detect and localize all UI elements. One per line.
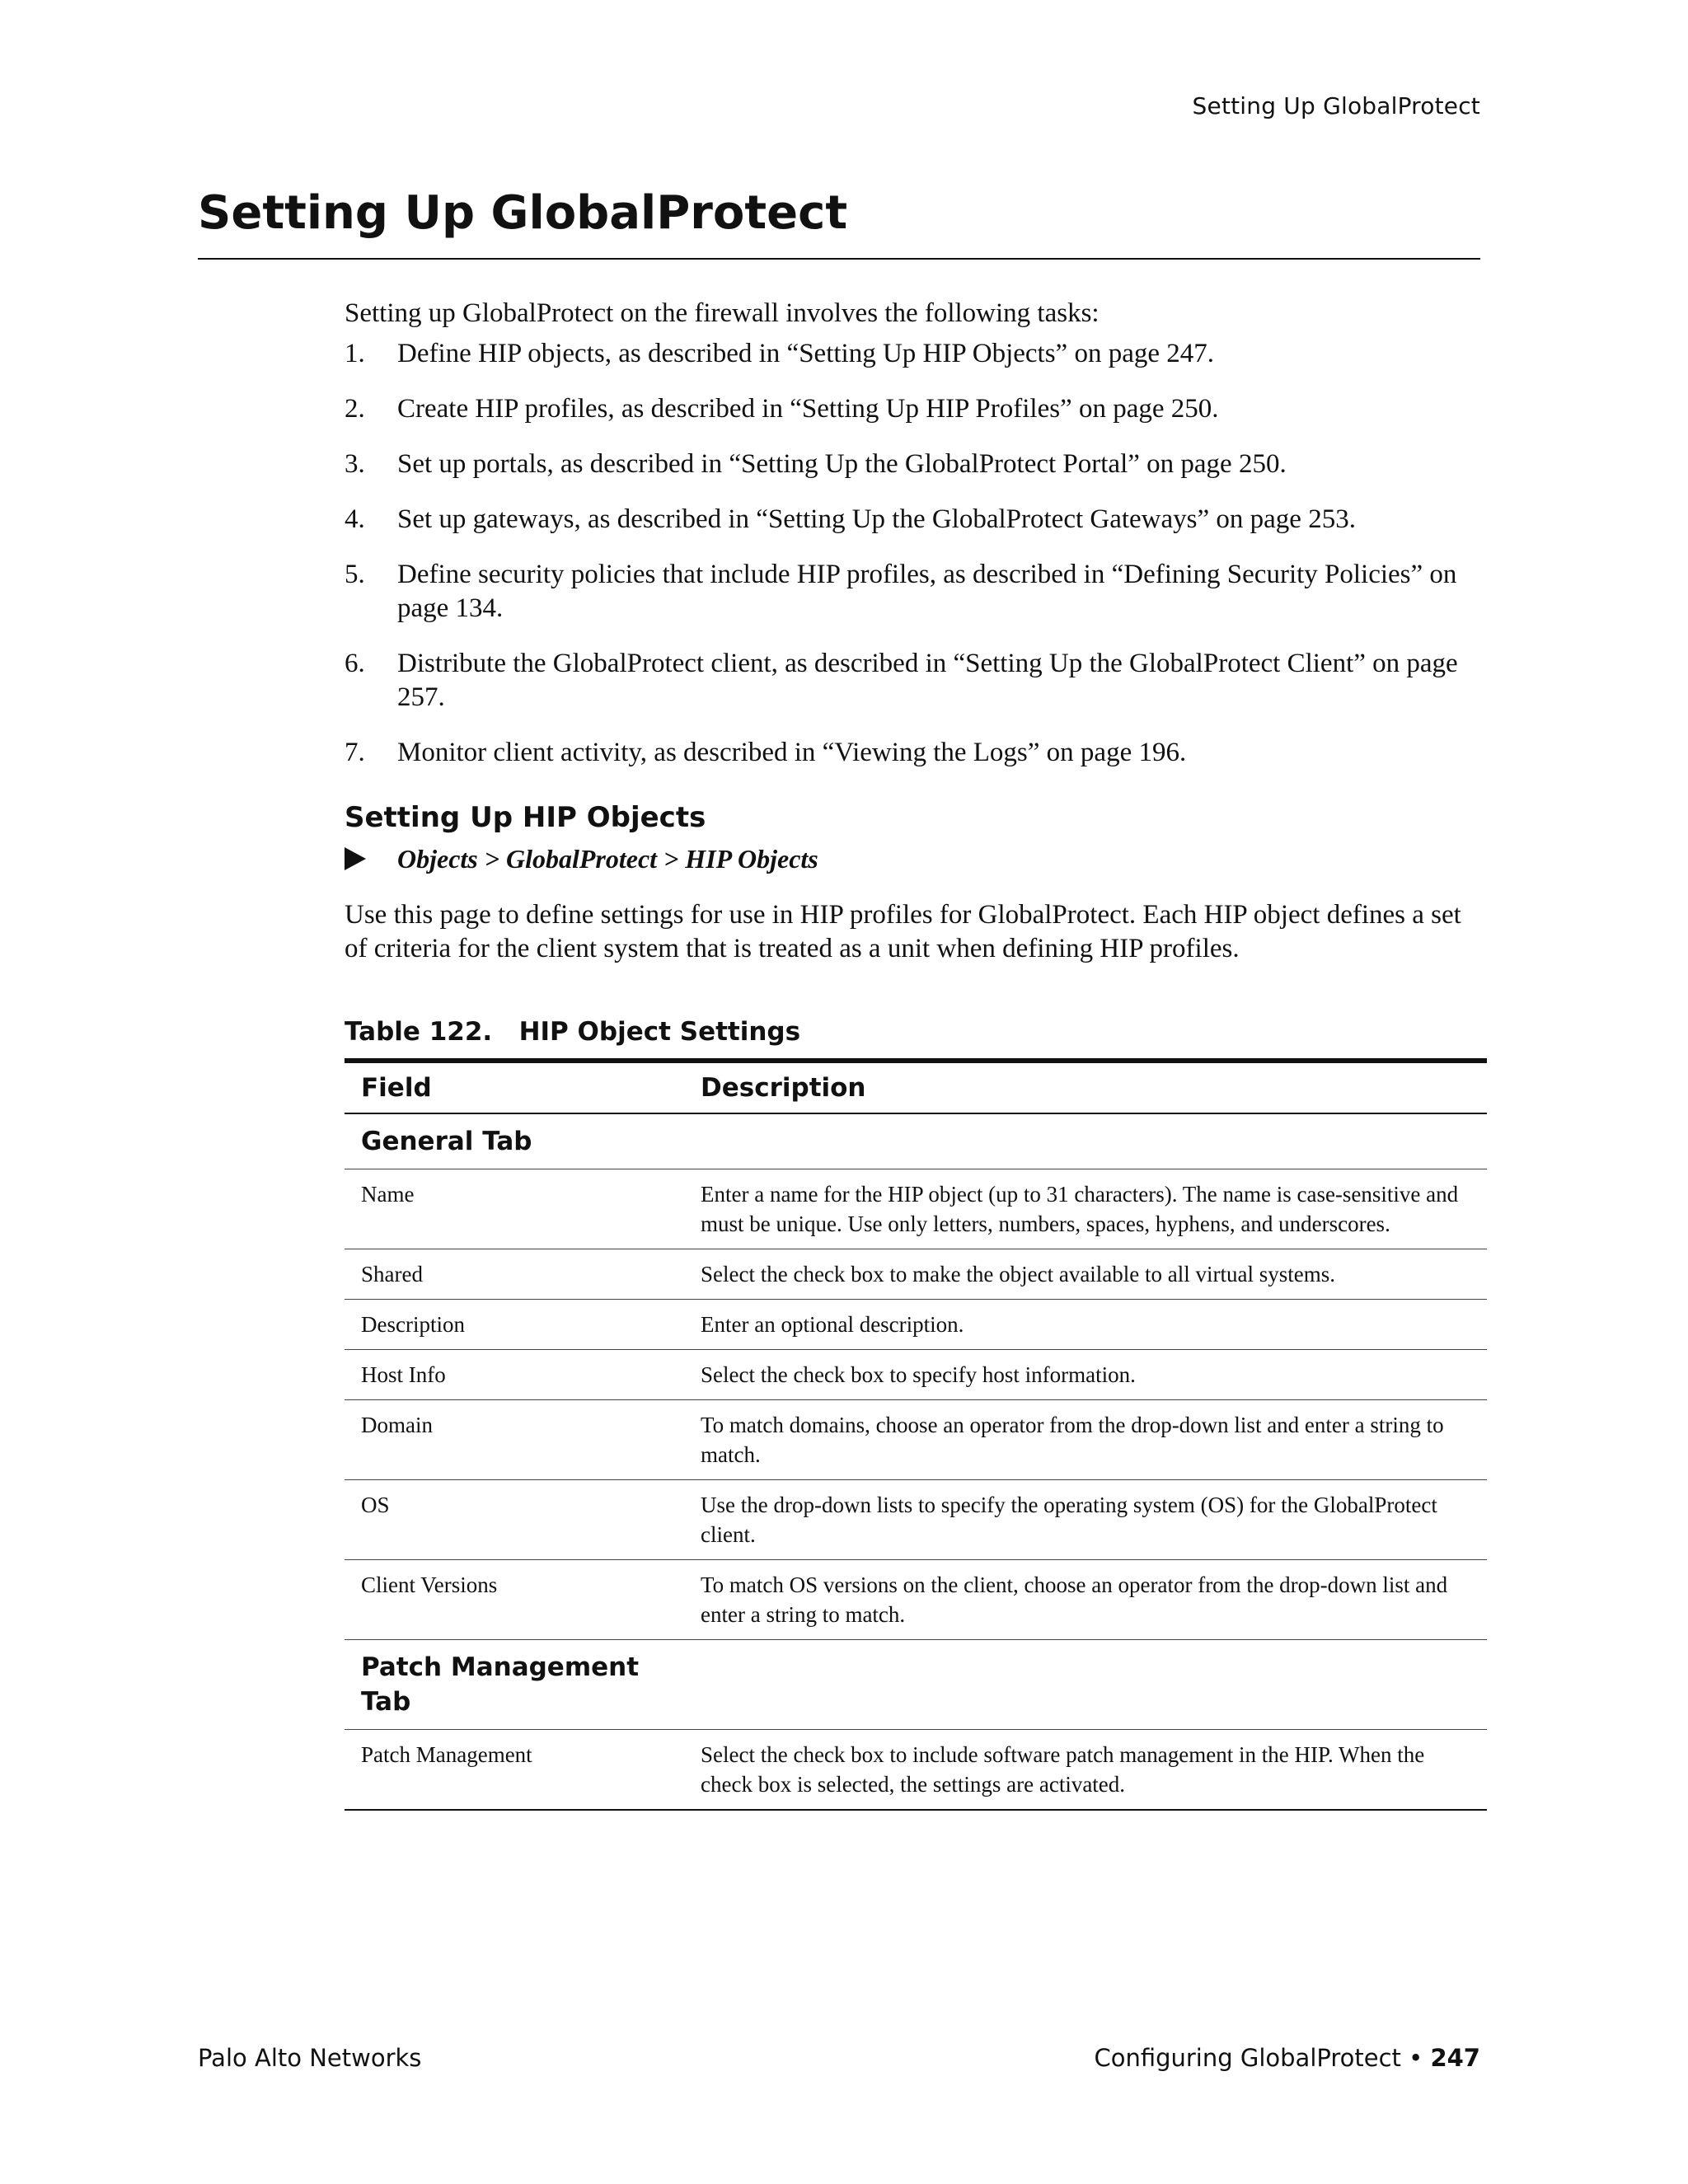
- description-cell: To match domains, choose an operator from the drop-down list and enter a string to match.: [684, 1400, 1487, 1480]
- list-text: Define HIP objects, as described in “Setting Up HIP Objects” on page 247.: [397, 339, 1214, 368]
- field-cell: Domain: [345, 1400, 684, 1480]
- intro-text: Setting up GlobalProtect on the firewall involves the following tasks:: [345, 298, 1100, 328]
- description-cell: Enter an optional description.: [684, 1300, 1487, 1350]
- main-content: [345, 297, 1487, 1811]
- page-number: 247: [1430, 2044, 1480, 2072]
- list-text: Define security policies that include HIP profiles, as described in “Defining Security Policies” on page 134.: [397, 560, 1457, 623]
- footer-company: Palo Alto Networks: [198, 2044, 422, 2072]
- field-cell: OS: [345, 1480, 684, 1560]
- task-list: [345, 337, 1487, 770]
- list-item: [345, 392, 1487, 426]
- list-item: [345, 448, 1487, 481]
- description-cell: Select the check box to make the object available to all virtual systems.: [684, 1249, 1487, 1300]
- list-number: 4.: [345, 504, 365, 534]
- group-empty-cell: [684, 1113, 1487, 1169]
- table-group-row: [345, 1640, 1487, 1730]
- table-row: [345, 1400, 1487, 1480]
- table-row: [345, 1300, 1487, 1350]
- field-cell: Host Info: [345, 1350, 684, 1400]
- list-text: Set up gateways, as described in “Setting Up the GlobalProtect Gateways” on page 253.: [397, 504, 1356, 534]
- nav-path-text: Objects > GlobalProtect > HIP Objects: [397, 844, 818, 874]
- nav-path: [345, 842, 1487, 875]
- group-empty-cell: [684, 1640, 1487, 1730]
- list-number: 2.: [345, 394, 365, 424]
- description-cell: Enter a name for the HIP object (up to 31 characters). The name is case-sensitive and must be unique. Use only letters, numbers, spaces, hyphens, and underscores.: [684, 1169, 1487, 1249]
- list-item: [345, 647, 1487, 715]
- description-cell: Select the check box to specify host information.: [684, 1350, 1487, 1400]
- list-text: Create HIP profiles, as described in “Setting Up HIP Profiles” on page 250.: [397, 394, 1219, 424]
- table-row: [345, 1560, 1487, 1640]
- description-cell: Use the drop-down lists to specify the operating system (OS) for the GlobalProtect client.: [684, 1480, 1487, 1560]
- column-header-description: Description: [684, 1061, 1487, 1113]
- group-title: Patch Management Tab: [345, 1640, 684, 1730]
- list-number: 6.: [345, 649, 365, 678]
- field-cell: Shared: [345, 1249, 684, 1300]
- list-text: Set up portals, as described in “Setting Up the GlobalProtect Portal” on page 250.: [397, 449, 1287, 479]
- list-item: [345, 503, 1487, 537]
- footer-section: [1094, 2044, 1480, 2072]
- table-row: [345, 1249, 1487, 1300]
- table-row: [345, 1169, 1487, 1249]
- field-cell: Client Versions: [345, 1560, 684, 1640]
- title-rule: [198, 258, 1480, 260]
- group-title: General Tab: [345, 1113, 684, 1169]
- footer-section-label: Configuring GlobalProtect •: [1094, 2044, 1423, 2072]
- list-item: [345, 736, 1487, 770]
- table-caption: Table 122. HIP Object Settings: [345, 1017, 801, 1047]
- list-text: Distribute the GlobalProtect client, as described in “Setting Up the GlobalProtect Client” on page 257.: [397, 649, 1458, 712]
- triangle-right-icon: [345, 847, 366, 870]
- table-row: [345, 1480, 1487, 1560]
- page-title: Setting Up GlobalProtect: [198, 186, 848, 240]
- section-description: Use this page to define settings for use in HIP profiles for GlobalProtect. Each HIP object defines a set of criteria for the client system that is treated as a unit when defining HIP profiles.: [345, 900, 1461, 963]
- list-number: 5.: [345, 560, 365, 589]
- list-number: 7.: [345, 738, 365, 767]
- description-cell: Select the check box to include software patch management in the HIP. When the check box is selected, the settings are activated.: [684, 1730, 1487, 1811]
- description-cell: To match OS versions on the client, choose an operator from the drop-down list and enter a string to match.: [684, 1560, 1487, 1640]
- field-cell: Description: [345, 1300, 684, 1350]
- field-cell: Patch Management: [345, 1730, 684, 1811]
- field-cell: Name: [345, 1169, 684, 1249]
- column-header-field: Field: [345, 1061, 684, 1113]
- table-row: [345, 1350, 1487, 1400]
- list-number: 3.: [345, 449, 365, 479]
- list-item: [345, 337, 1487, 371]
- list-item: [345, 558, 1487, 626]
- list-text: Monitor client activity, as described in “Viewing the Logs” on page 196.: [397, 738, 1187, 767]
- settings-table: [345, 1058, 1487, 1811]
- running-header: Setting Up GlobalProtect: [1192, 92, 1480, 120]
- section-heading: Setting Up HIP Objects: [345, 801, 706, 834]
- table-header-row: [345, 1061, 1487, 1113]
- table-row: [345, 1730, 1487, 1811]
- list-number: 1.: [345, 339, 365, 368]
- table-group-row: [345, 1113, 1487, 1169]
